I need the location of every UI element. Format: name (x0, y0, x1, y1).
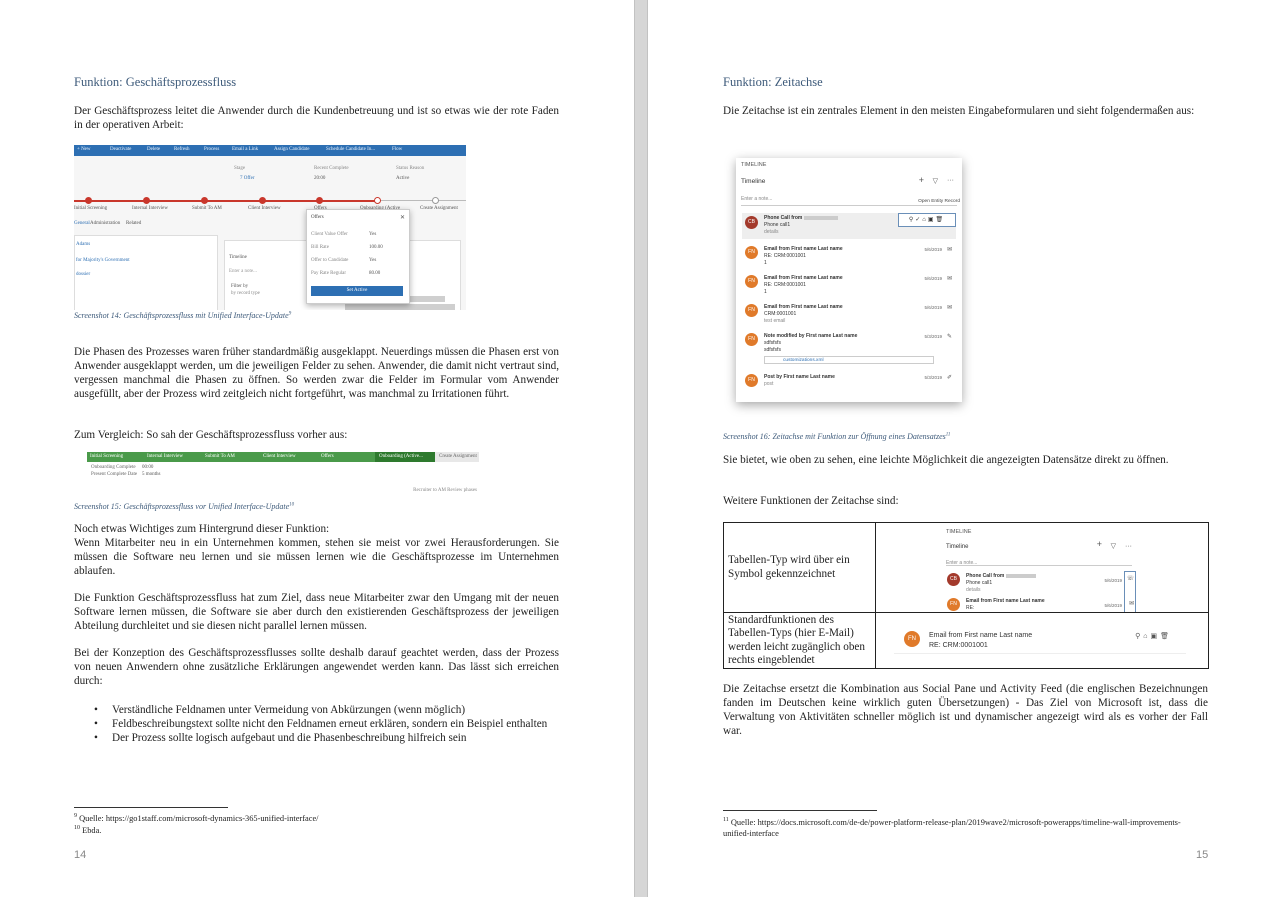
form-tab[interactable]: Administration (90, 221, 121, 226)
timeline-section-label: TIMELINE (946, 529, 972, 535)
note-input[interactable] (946, 556, 1132, 566)
table-cell-image (876, 523, 1209, 613)
record-line: Phone call1 (764, 222, 791, 228)
footnote-number: 11 (723, 817, 729, 823)
open-record-icon[interactable]: ▣ (1150, 633, 1161, 640)
stage-label: Create Assignment (439, 454, 477, 459)
record-link[interactable]: Adams (76, 242, 91, 247)
field-value: 00:00 (142, 465, 154, 470)
stage-label: Offers (321, 454, 334, 459)
avatar: FN (745, 275, 758, 288)
flyout-title: Offers (311, 215, 324, 220)
stage-label: Onboarding (Active... (379, 454, 423, 459)
bullet-list (74, 703, 559, 745)
attachment-chip[interactable] (764, 356, 934, 364)
page-gutter (634, 0, 648, 897)
record-line: 1 (764, 289, 767, 295)
stage-label: Initial Screening (90, 454, 124, 459)
record-line: RE: CRM:0001001 (764, 253, 806, 259)
reminder-icon[interactable]: ⌂ (1143, 633, 1151, 640)
avatar: CB (745, 216, 758, 229)
tooltip-open-entity-record: Open Entity Record (918, 199, 960, 204)
note-icon: ✎ (946, 334, 952, 340)
blurred-text (345, 304, 455, 310)
timeline-label: Timeline (229, 255, 247, 260)
record-text (929, 631, 1032, 651)
field-value: Active (396, 176, 410, 181)
caption-text: Screenshot 14: Geschäftsprozessfluss mit Unified Interface-Update (74, 311, 289, 320)
record-line: sdfsfsfs (764, 347, 781, 353)
stage-dot[interactable] (259, 197, 266, 204)
page-number: 15 (1196, 849, 1209, 861)
record-link[interactable]: dossier (76, 272, 91, 277)
record-text (764, 374, 835, 388)
footnote-ref: 9 (288, 311, 292, 317)
toolbar-item: Deactivate (110, 147, 132, 152)
field-value: 5 months (142, 472, 161, 477)
toolbar-item: Refresh (174, 147, 190, 152)
add-icon[interactable]: + (918, 175, 924, 185)
intro-paragraph: Die Zeitachse ist ein zentrales Element in den meisten Eingabeformularen und sieht folgendermaßen aus: (723, 105, 1195, 117)
email-icon: ✉ (1128, 601, 1134, 607)
flyout-field-value[interactable]: Yes (369, 258, 377, 263)
body-paragraph: Noch etwas Wichtiges zum Hintergrund dieser Funktion: (74, 523, 330, 535)
record-line: RE: CRM:0001001 (929, 642, 988, 649)
record-title: Email from First name Last name (764, 304, 843, 310)
document-page-right (648, 0, 1280, 897)
screenshot-business-process-flow-new (74, 145, 466, 310)
stage-dot[interactable] (201, 197, 208, 204)
field-label: Onboarding Complete (91, 465, 136, 470)
note-input[interactable]: Enter a note... (229, 269, 257, 274)
filter-text: Filter by (231, 284, 249, 289)
record-title-text: Phone Call from (966, 573, 1005, 579)
figure-caption (74, 311, 291, 320)
email-icon: ✉ (946, 305, 952, 311)
footnote (74, 823, 101, 836)
table-cell-image (876, 613, 1209, 669)
toolbar-item: Assign Candidate (274, 147, 310, 152)
footnote-number: 9 (74, 813, 77, 819)
record-line: test email (764, 318, 786, 324)
delete-icon[interactable]: 🗑 (1160, 633, 1172, 640)
stage-dot[interactable] (85, 197, 92, 204)
record-line: Phone call1 (966, 580, 993, 586)
table-row (724, 523, 1209, 613)
blurred-name (804, 216, 838, 220)
command-bar (74, 145, 466, 156)
toolbar-item: Flow (392, 147, 403, 152)
caption-text: Screenshot 16: Zeitachse mit Funktion zur Öffnung eines Datensatzes (723, 432, 946, 441)
stage-label: Submit To AM (192, 206, 222, 211)
record-title: Post by First name Last name (764, 374, 835, 380)
stage-dot[interactable] (143, 197, 150, 204)
post-icon: ✐ (946, 375, 952, 381)
body-paragraph: Die Zeitachse ersetzt die Kombination aus Social Pane und Activity Feed (die englischen Bezeichnungen fanden im Deutschen keine wirklich guten Übersetzungen) - Das Ziel von Microsoft ist, dass die Verwaltung von Aktivitäten schneller möglich ist und dynamischer angezeigt wird als es vorher der Fall war. (723, 683, 1208, 737)
attachment-name: customizations.xml (783, 358, 824, 363)
record-text (764, 333, 857, 354)
intro-paragraph: Der Geschäftsprozess leitet die Anwender durch die Kundenbetreuung und ist so etwas wie der rote Faden in der operativen Arbeit: (74, 105, 559, 131)
record-title: Email from First name Last name (966, 598, 1045, 604)
table-row (724, 613, 1209, 669)
field-label: Present Complete Date (91, 472, 138, 477)
toolbar-item: Email a Link (232, 147, 259, 152)
record-title: Note modified by First name Last name (764, 333, 858, 339)
footnote-number: 10 (74, 825, 80, 831)
avatar: FN (904, 631, 920, 647)
assign-icon[interactable]: ⚲ (1135, 633, 1144, 640)
body-paragraph: Bei der Konzeption des Geschäftsprozessflusses sollte deshalb darauf geachtet werden, dass der Prozess von neuen Anwendern ohne zusätzliche Erklärungen angewendet werden kann. Das lässt sich erreichen durch: (74, 647, 559, 687)
record-actions (898, 213, 956, 227)
section-heading: Funktion: Zeitachse (723, 75, 823, 89)
avatar: FN (745, 304, 758, 317)
record-title: Email from First name Last name (764, 246, 843, 252)
footnote (723, 815, 1203, 839)
record-line: RE: CRM:0001001 (764, 282, 806, 288)
record-date: 5/3/2019 (924, 375, 942, 380)
footnote-text: Quelle: https://go1staff.com/microsoft-dynamics-365-unified-interface/ (79, 813, 319, 823)
stage-label: Internal Interview (147, 454, 183, 459)
field-label: Stage (234, 166, 246, 171)
phone-icon: ☏ (1126, 576, 1134, 582)
record-line: post (764, 381, 774, 387)
footnote-text: Quelle: https://docs.microsoft.com/de-de/power-platform-release-plan/2019wave2/microsoft-powerapps/timeline-wall-improvements-unified-interface (723, 817, 1181, 838)
section-heading: Funktion: Geschäftsprozessfluss (74, 75, 237, 89)
stage-label: Internal Interview (132, 206, 168, 211)
flyout-field-value[interactable]: 100.00 (369, 245, 383, 250)
stage-label: Client Interview (248, 206, 281, 211)
field-label: Recent Complete (314, 166, 349, 171)
timeline-record[interactable] (742, 304, 956, 326)
table-cell: Standardfunktionen des Tabellen-Typs (hier E-Mail) werden leicht zugänglich oben rechts eingeblendet (724, 613, 876, 669)
record-date: 5/6/2019 (924, 247, 942, 252)
table-cell: Tabellen-Typ wird über ein Symbol gekennzeichnet (724, 523, 876, 613)
flyout-field-label: Client Value Offer (311, 232, 348, 237)
body-paragraph: Zum Vergleich: So sah der Geschäftsprozessfluss vorher aus: (74, 429, 348, 441)
record-text (966, 573, 1036, 594)
complete-icon[interactable]: ✓ (915, 217, 923, 223)
stage-flyout (306, 209, 410, 304)
record-text (966, 598, 1045, 612)
body-paragraph: Sie bietet, wie oben zu sehen, eine leichte Möglichkeit die angezeigten Datensätze direkt zu öffnen. (723, 454, 1169, 466)
body-paragraph: Weitere Funktionen der Zeitachse sind: (723, 495, 899, 507)
record-title: Email from First name Last name (764, 275, 843, 281)
mini-timeline-screenshot (942, 523, 1140, 612)
record-line: details (764, 229, 779, 235)
footnote (74, 811, 319, 824)
toolbar-item: + New (77, 147, 91, 152)
record-link[interactable]: for Majority's Government (76, 258, 130, 263)
email-row-screenshot (894, 627, 1186, 654)
record-title (966, 573, 1036, 580)
screenshot-business-process-flow-old (87, 443, 479, 499)
blurred-name (1006, 574, 1036, 578)
record-text (764, 215, 838, 236)
form-tab[interactable]: General (74, 221, 90, 226)
stage-label: Initial Screening (74, 206, 108, 211)
note-placeholder: Enter a note... (741, 196, 773, 202)
features-table (723, 522, 1209, 669)
figure-caption (74, 502, 294, 511)
footnote-rule (723, 810, 877, 811)
timeline-record[interactable] (742, 374, 956, 394)
flyout-field-label: Pay Rate Regular (311, 271, 346, 276)
figure-caption (723, 432, 950, 441)
delete-icon[interactable]: 🗑 (935, 217, 946, 223)
more-icon[interactable]: ··· (947, 177, 954, 184)
body-paragraph: Wenn Mitarbeiter neu in ein Unternehmen kommen, stehen sie meist vor zwei Herausforderungen. Sie müssen die Software neu lernen und sie müssen lernen wie die Geschäftsprozesse im Unternehmen ablaufen. (74, 537, 559, 577)
sort-text: by record type (231, 291, 260, 296)
add-icon[interactable]: + (1096, 539, 1102, 549)
stage-dot-active[interactable] (374, 197, 381, 204)
avatar: FN (745, 246, 758, 259)
assign-icon[interactable]: ⚲ (908, 217, 916, 223)
footer-text: Recruiter to AM Review phases (413, 488, 477, 493)
avatar: CB (947, 573, 960, 586)
stage-dot-pending[interactable] (432, 197, 439, 204)
list-item: • Der Prozess sollte logisch aufgebaut und die Phasenbeschreibung hilfreich sein (74, 731, 559, 745)
stage-dot[interactable] (316, 197, 323, 204)
close-icon[interactable]: ✕ (399, 215, 405, 221)
record-date: 5/3/2019 (924, 334, 942, 339)
page-number: 14 (74, 849, 87, 861)
field-value: 7 Offer (240, 176, 255, 181)
list-item: • Verständliche Feldnamen unter Vermeidung von Abkürzungen (wenn möglich) (74, 703, 559, 717)
timeline-title: Timeline (946, 544, 969, 550)
set-active-button[interactable]: Set Active (311, 286, 403, 296)
record-text (764, 275, 843, 296)
reminder-icon[interactable]: ⌂ (922, 217, 928, 223)
toolbar-item: Process (204, 147, 220, 152)
body-paragraph: Die Funktion Geschäftsprozessfluss hat zum Ziel, dass neue Mitarbeiter zwar den Umgang mit der neuen Software lernen müssen, die Software sie aber durch den existierenden Geschäftsprozess der jeweiligen Abteilung durchleitet und sie diesen nicht parallel lernen müssen. (74, 592, 559, 632)
timeline-record[interactable] (742, 246, 956, 268)
document-page-left (0, 0, 634, 897)
record-date: 5/6/2019 (1104, 603, 1122, 608)
record-date: 5/6/2019 (924, 276, 942, 281)
list-item: • Feldbeschreibungstext sollte nicht den Feldnamen erneut erklären, sondern ein Beispiel enthalten (74, 717, 559, 731)
record-text (764, 246, 843, 267)
footnote-ref: 10 (289, 502, 295, 508)
open-record-icon[interactable]: ▣ (927, 217, 936, 223)
stage-label: Create Assignment (420, 206, 458, 211)
toolbar-item: Delete (147, 147, 161, 152)
note-placeholder: Enter a note... (946, 560, 978, 566)
flyout-field-label: Bill Rate (311, 245, 329, 250)
field-value: 20:00 (314, 176, 326, 181)
field-label: Status Reason (396, 166, 425, 171)
form-tab[interactable]: Related (126, 221, 142, 226)
record-text (764, 304, 843, 325)
stage-label: Submit To AM (205, 454, 235, 459)
left-panel (74, 235, 218, 310)
record-title (764, 215, 838, 222)
email-actions (1135, 630, 1172, 644)
timeline-title: Timeline (741, 178, 766, 185)
email-icon: ✉ (946, 247, 952, 253)
email-icon: ✉ (946, 276, 952, 282)
flyout-field-label: Offer to Candidate (311, 258, 349, 263)
record-date: 5/6/2019 (1104, 578, 1122, 583)
record-line: CRM:0001001 (764, 311, 797, 317)
flyout-field-value[interactable]: 80.00 (369, 271, 381, 276)
record-line: 1 (764, 260, 767, 266)
record-line: details (966, 587, 981, 593)
timeline-record[interactable] (742, 275, 956, 297)
stage-progress-line-remaining (379, 200, 466, 201)
record-title-text: Phone Call from (764, 215, 803, 221)
avatar: FN (745, 374, 758, 387)
record-date: 5/6/2019 (924, 305, 942, 310)
filter-icon[interactable]: ▽ (932, 178, 938, 185)
record-title: Email from First name Last name (929, 632, 1033, 639)
screenshot-timeline (736, 158, 962, 402)
flyout-field-value[interactable]: Yes (369, 232, 377, 237)
stage-label: Client Interview (263, 454, 296, 459)
timeline-section-label: TIMELINE (741, 162, 767, 168)
record-line: RE: (966, 605, 975, 611)
footnote-ref: 11 (945, 432, 951, 438)
avatar: FN (947, 598, 960, 611)
stage-progress-line (74, 200, 379, 202)
toolbar-item: Schedule Candidate In... (326, 147, 376, 152)
timeline-record[interactable] (742, 333, 956, 367)
footnote-rule (74, 807, 228, 808)
footnote-text: Ebda. (82, 825, 102, 835)
avatar: FN (745, 333, 758, 346)
timeline-record-selected[interactable] (742, 213, 956, 239)
body-paragraph: Die Phasen des Prozesses waren früher standardmäßig ausgeklappt. Neuerdings müssen die Phasen erst von Anwender ausgeklappt werden, um die jeweiligen Felder zu sehen. Anwender, die damit nicht vertraut sind, vergessen manchmal die Phasen zu öffnen. So werden zwar die Felder im Formular vom Anwender ausgefüllt, aber der Prozess wird zeitgleich nicht fortgeführt, was manchmal zu Irritationen führt. (74, 346, 559, 400)
filter-icon[interactable]: ▽ (1110, 543, 1116, 550)
record-line: sdfsfsfs (764, 340, 781, 346)
caption-text: Screenshot 15: Geschäftsprozessfluss vor Unified Interface-Update (74, 502, 290, 511)
more-icon[interactable]: ··· (1125, 543, 1132, 550)
